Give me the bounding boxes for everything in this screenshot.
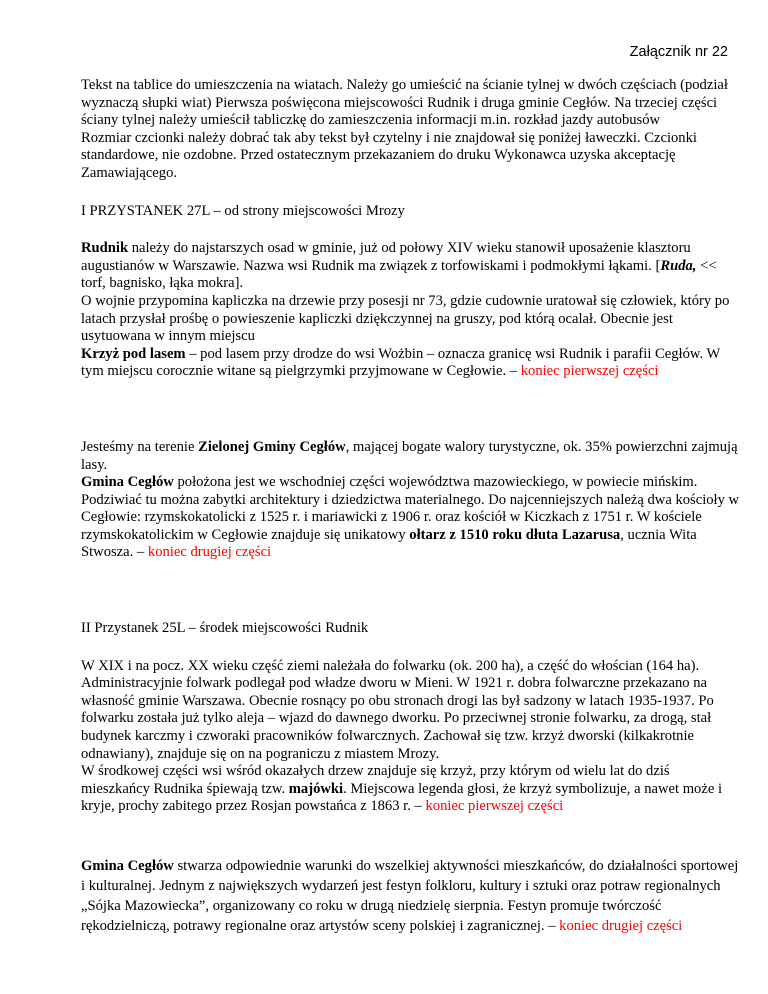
gmina-ceglow-bold: Gmina Cegłów — [81, 474, 174, 491]
stop1-part2-paragraph-2: Gmina Cegłów położona jest we wschodniej części województwa mazowieckiego, w powiecie mińskim. Podziwiać tu można zabytki architektury i dziedzictwa materialnego. Do najcenniejszych należą dwa kościoły w Cegłowie: rzymskokatolicki z 1525 r. i mariawicki z 1906 r. oraz kościół w Kiczkach z 1751 r. W kościele rzymskokatolickim w Cegłowie znajduje się unikatowy ołtarz z 1510 roku dłuta Lazarusa, ucznia Wita Stwosza. – koniec drugiej części — [81, 474, 740, 561]
stop1-part1-paragraph-1: Rudnik należy do najstarszych osad w gminie, już od połowy XIV wieku stanowił uposażenie klasztoru augustianów w Warszawie. Nazwa wsi Rudnik ma związek z torfowiskami i podmokłymi łąkami. [Ruda, << torf, bagnisko, łąka mokra]. — [81, 240, 717, 292]
stop1-heading: I PRZYSTANEK 27L – od strony miejscowości Mrozy — [81, 202, 405, 219]
end-marker-stop2-part1: koniec pierwszej części — [425, 798, 564, 815]
majowki-bold: majówki — [288, 780, 344, 797]
end-marker-part1: koniec pierwszej części — [520, 363, 659, 380]
stop1-part1-paragraph-3: Krzyż pod lasem – pod lasem przy drodze do wsi Wożbin – oznacza granicę wsi Rudnik i parafii Cegłów. W tym miejscu corocznie witane są pielgrzymki przyjmowane w Cegłowie. – koniec pierwszej części — [81, 345, 721, 380]
gmina-ceglow-bold-2: Gmina Cegłów — [81, 858, 174, 874]
ruda-bold-italic: Ruda, — [660, 257, 697, 274]
intro-paragraph-2: Rozmiar czcionki należy dobrać tak aby tekst był czytelny i nie znajdował się poniżej ławeczki. Czcionki standardowe, nie ozdobne. Przed ostatecznym przekazaniem do druku Wykonawca uzyska akceptację Zamawiającego. — [81, 129, 697, 181]
krzyz-bold: Krzyż pod lasem — [81, 345, 186, 362]
stop1-part2-paragraph-1: Jesteśmy na terenie Zielonej Gminy Cegłów, mającej bogate walory turystyczne, ok. 35% powierzchni zajmują lasy. — [81, 438, 738, 473]
document-body — [81, 77, 741, 936]
attachment-label: Załącznik nr 22 — [629, 44, 728, 60]
stop2-part1-paragraph-2: W środkowej części wsi wśród okazałych drzew znajduje się krzyż, przy którym od wielu lat do dziś mieszkańcy Rudnika śpiewają tzw. majówki. Miejscowa legenda głosi, że krzyż symbolizuje, a nawet może i kryje, prochy zabitego przez Rosjan powstańca z 1863 r. – koniec pierwszej części — [81, 763, 722, 815]
stop2-part1-paragraph-1: W XIX i na pocz. XX wieku część ziemi należała do folwarku (ok. 200 ha), a część do włościan (164 ha). Administracyjnie folwark podlegał pod władze dworu w Mieni. W 1921 r. dobra folwarczne przekazano na własność gminie Warszawa. Obecnie rosnący po obu stronach drogi las był sadzony w latach 1935-1937. Po folwarku została już tylko aleja – wjazd do dawnego dworku. Po przeciwnej stronie folwarku, za drogą, stał budynek karczmy i czworaki pracowników folwarcznych. Zachował się tzw. krzyż dworski (kilkakrotnie odnawiany), znajduje się on na pograniczu z miastem Mrozy. — [81, 657, 714, 762]
end-marker-part2: koniec drugiej części — [147, 544, 272, 561]
oltarz-bold: ołtarz z 1510 roku dłuta Lazarusa — [409, 526, 621, 543]
stop2-part2-paragraph-1: Gmina Cegłów stwarza odpowiednie warunki do wszelkiej aktywności mieszkańców, do działalności sportowej i kulturalnej. Jednym z największych wydarzeń jest festyn folkloru, kultury i sztuki oraz potraw regionalnych „Sójka Mazowiecka”, organizowany co roku w drugą niedzielę sierpnia. Festyn promuje twórczość rękodzielniczą, potrawy regionalne oraz artystów sceny polskiej i zagranicznej. – koniec drugiej części — [81, 858, 739, 934]
end-marker-stop2-part2: koniec drugiej części — [559, 918, 683, 934]
rudnik-bold: Rudnik — [81, 240, 129, 257]
stop1-part1-paragraph-2: O wojnie przypomina kapliczka na drzewie przy posesji nr 73, gdzie cudownie uratował się człowiek, który po latach przysłał prośbę o powieszenie kapliczki dziękczynnej na gruszy, pod którą ocalał. Obecnie jest usytuowana w innym miejscu — [81, 292, 730, 345]
zielona-gmina-bold: Zielonej Gminy Cegłów — [198, 438, 346, 455]
stop2-heading: II Przystanek 25L – środek miejscowości Rudnik — [81, 620, 369, 637]
intro-paragraph-1: Tekst na tablice do umieszczenia na wiatach. Należy go umieścić na ścianie tylnej w dwóch częściach (podział wyznaczą słupki wiat) Pierwsza poświęcona miejscowości Rudnik i druga gminie Cegłów. Na trzeciej części ściany tylnej należy umieścił tabliczkę do zamieszczenia informacji m.in. rozkład jazdy autobusów — [81, 77, 728, 129]
stop2-part2 — [81, 856, 741, 936]
